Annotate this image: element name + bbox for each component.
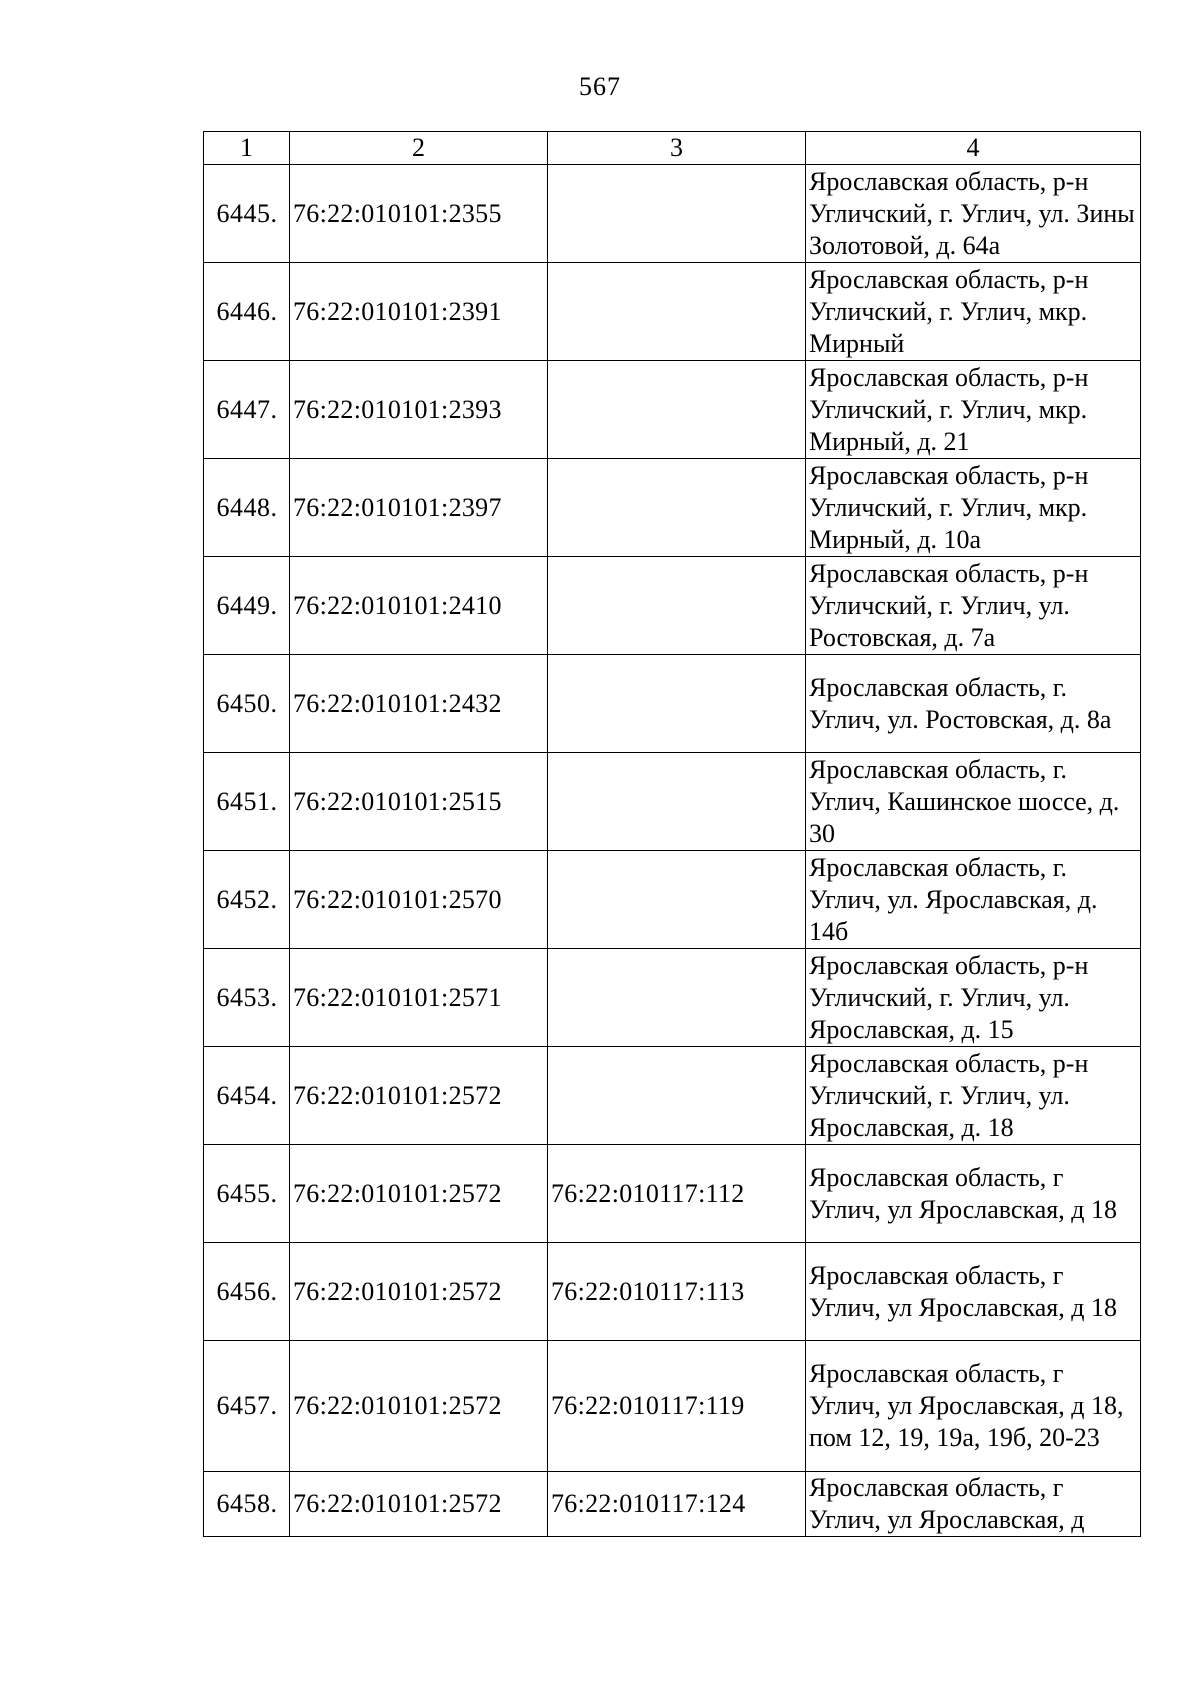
premises-cadastral-number — [548, 361, 806, 459]
column-header-4: 4 — [806, 132, 1141, 165]
cadastral-number: 76:22:010101:2410 — [290, 557, 548, 655]
premises-cadastral-number — [548, 655, 806, 753]
premises-cadastral-number: 76:22:010117:119 — [548, 1341, 806, 1472]
table-row — [204, 361, 1141, 459]
page-number: 567 — [579, 72, 621, 101]
cadastral-number: 76:22:010101:2515 — [290, 753, 548, 851]
table-row — [204, 851, 1141, 949]
row-number: 6445. — [204, 165, 290, 263]
premises-cadastral-number: 76:22:010117:124 — [548, 1472, 806, 1537]
row-number: 6455. — [204, 1145, 290, 1243]
row-number: 6446. — [204, 263, 290, 361]
row-number: 6450. — [204, 655, 290, 753]
column-header-1: 1 — [204, 132, 290, 165]
address: Ярославская область, р-н Угличский, г. Углич, ул. Ростовская, д. 7а — [806, 557, 1141, 655]
table-header — [204, 132, 1141, 165]
cadastral-number: 76:22:010101:2432 — [290, 655, 548, 753]
table-row — [204, 1341, 1141, 1472]
cadastral-number: 76:22:010101:2572 — [290, 1047, 548, 1145]
address: Ярославская область, р-н Угличский, г. Углич, ул. Зины Золотовой, д. 64а — [806, 165, 1141, 263]
table-row — [204, 753, 1141, 851]
row-number: 6451. — [204, 753, 290, 851]
address: Ярославская область, г. Углич, ул. Ростовская, д. 8а — [806, 655, 1141, 753]
registry-table — [203, 131, 1141, 1537]
table-row — [204, 1047, 1141, 1145]
row-number: 6447. — [204, 361, 290, 459]
cadastral-number: 76:22:010101:2355 — [290, 165, 548, 263]
table-row — [204, 1243, 1141, 1341]
address: Ярославская область, р-н Угличский, г. Углич, мкр. Мирный, д. 10а — [806, 459, 1141, 557]
cadastral-number: 76:22:010101:2572 — [290, 1472, 548, 1537]
table-row — [204, 1145, 1141, 1243]
table-row — [204, 655, 1141, 753]
premises-cadastral-number — [548, 851, 806, 949]
cadastral-number: 76:22:010101:2572 — [290, 1243, 548, 1341]
table-row — [204, 557, 1141, 655]
row-number: 6458. — [204, 1472, 290, 1537]
premises-cadastral-number: 76:22:010117:113 — [548, 1243, 806, 1341]
table-row — [204, 165, 1141, 263]
table-row — [204, 459, 1141, 557]
address: Ярославская область, г. Углич, ул. Ярославская, д. 14б — [806, 851, 1141, 949]
address: Ярославская область, р-н Угличский, г. Углич, ул. Ярославская, д. 18 — [806, 1047, 1141, 1145]
address: Ярославская область, г Углич, ул Ярославская, д — [806, 1472, 1141, 1537]
premises-cadastral-number — [548, 753, 806, 851]
row-number: 6456. — [204, 1243, 290, 1341]
cadastral-number: 76:22:010101:2572 — [290, 1145, 548, 1243]
premises-cadastral-number — [548, 557, 806, 655]
header-row — [204, 132, 1141, 165]
premises-cadastral-number — [548, 1047, 806, 1145]
cadastral-number: 76:22:010101:2393 — [290, 361, 548, 459]
address: Ярославская область, р-н Угличский, г. Углич, мкр. Мирный — [806, 263, 1141, 361]
address: Ярославская область, г Углич, ул Ярославская, д 18, пом 12, 19, 19а, 19б, 20-23 — [806, 1341, 1141, 1472]
cadastral-number: 76:22:010101:2570 — [290, 851, 548, 949]
row-number: 6449. — [204, 557, 290, 655]
premises-cadastral-number: 76:22:010117:112 — [548, 1145, 806, 1243]
premises-cadastral-number — [548, 949, 806, 1047]
address: Ярославская область, г Углич, ул Ярославская, д 18 — [806, 1243, 1141, 1341]
premises-cadastral-number — [548, 459, 806, 557]
row-number: 6453. — [204, 949, 290, 1047]
cadastral-number: 76:22:010101:2571 — [290, 949, 548, 1047]
column-header-2: 2 — [290, 132, 548, 165]
row-number: 6454. — [204, 1047, 290, 1145]
table-row — [204, 949, 1141, 1047]
cadastral-number: 76:22:010101:2391 — [290, 263, 548, 361]
address: Ярославская область, г Углич, ул Ярославская, д 18 — [806, 1145, 1141, 1243]
address: Ярославская область, г. Углич, Кашинское шоссе, д. 30 — [806, 753, 1141, 851]
premises-cadastral-number — [548, 165, 806, 263]
row-number: 6448. — [204, 459, 290, 557]
address: Ярославская область, р-н Угличский, г. Углич, мкр. Мирный, д. 21 — [806, 361, 1141, 459]
cadastral-number: 76:22:010101:2572 — [290, 1341, 548, 1472]
table-row — [204, 1472, 1141, 1537]
premises-cadastral-number — [548, 263, 806, 361]
table-body — [204, 165, 1141, 1537]
row-number: 6457. — [204, 1341, 290, 1472]
column-header-3: 3 — [548, 132, 806, 165]
table-row — [204, 263, 1141, 361]
cadastral-number: 76:22:010101:2397 — [290, 459, 548, 557]
address: Ярославская область, р-н Угличский, г. Углич, ул. Ярославская, д. 15 — [806, 949, 1141, 1047]
row-number: 6452. — [204, 851, 290, 949]
